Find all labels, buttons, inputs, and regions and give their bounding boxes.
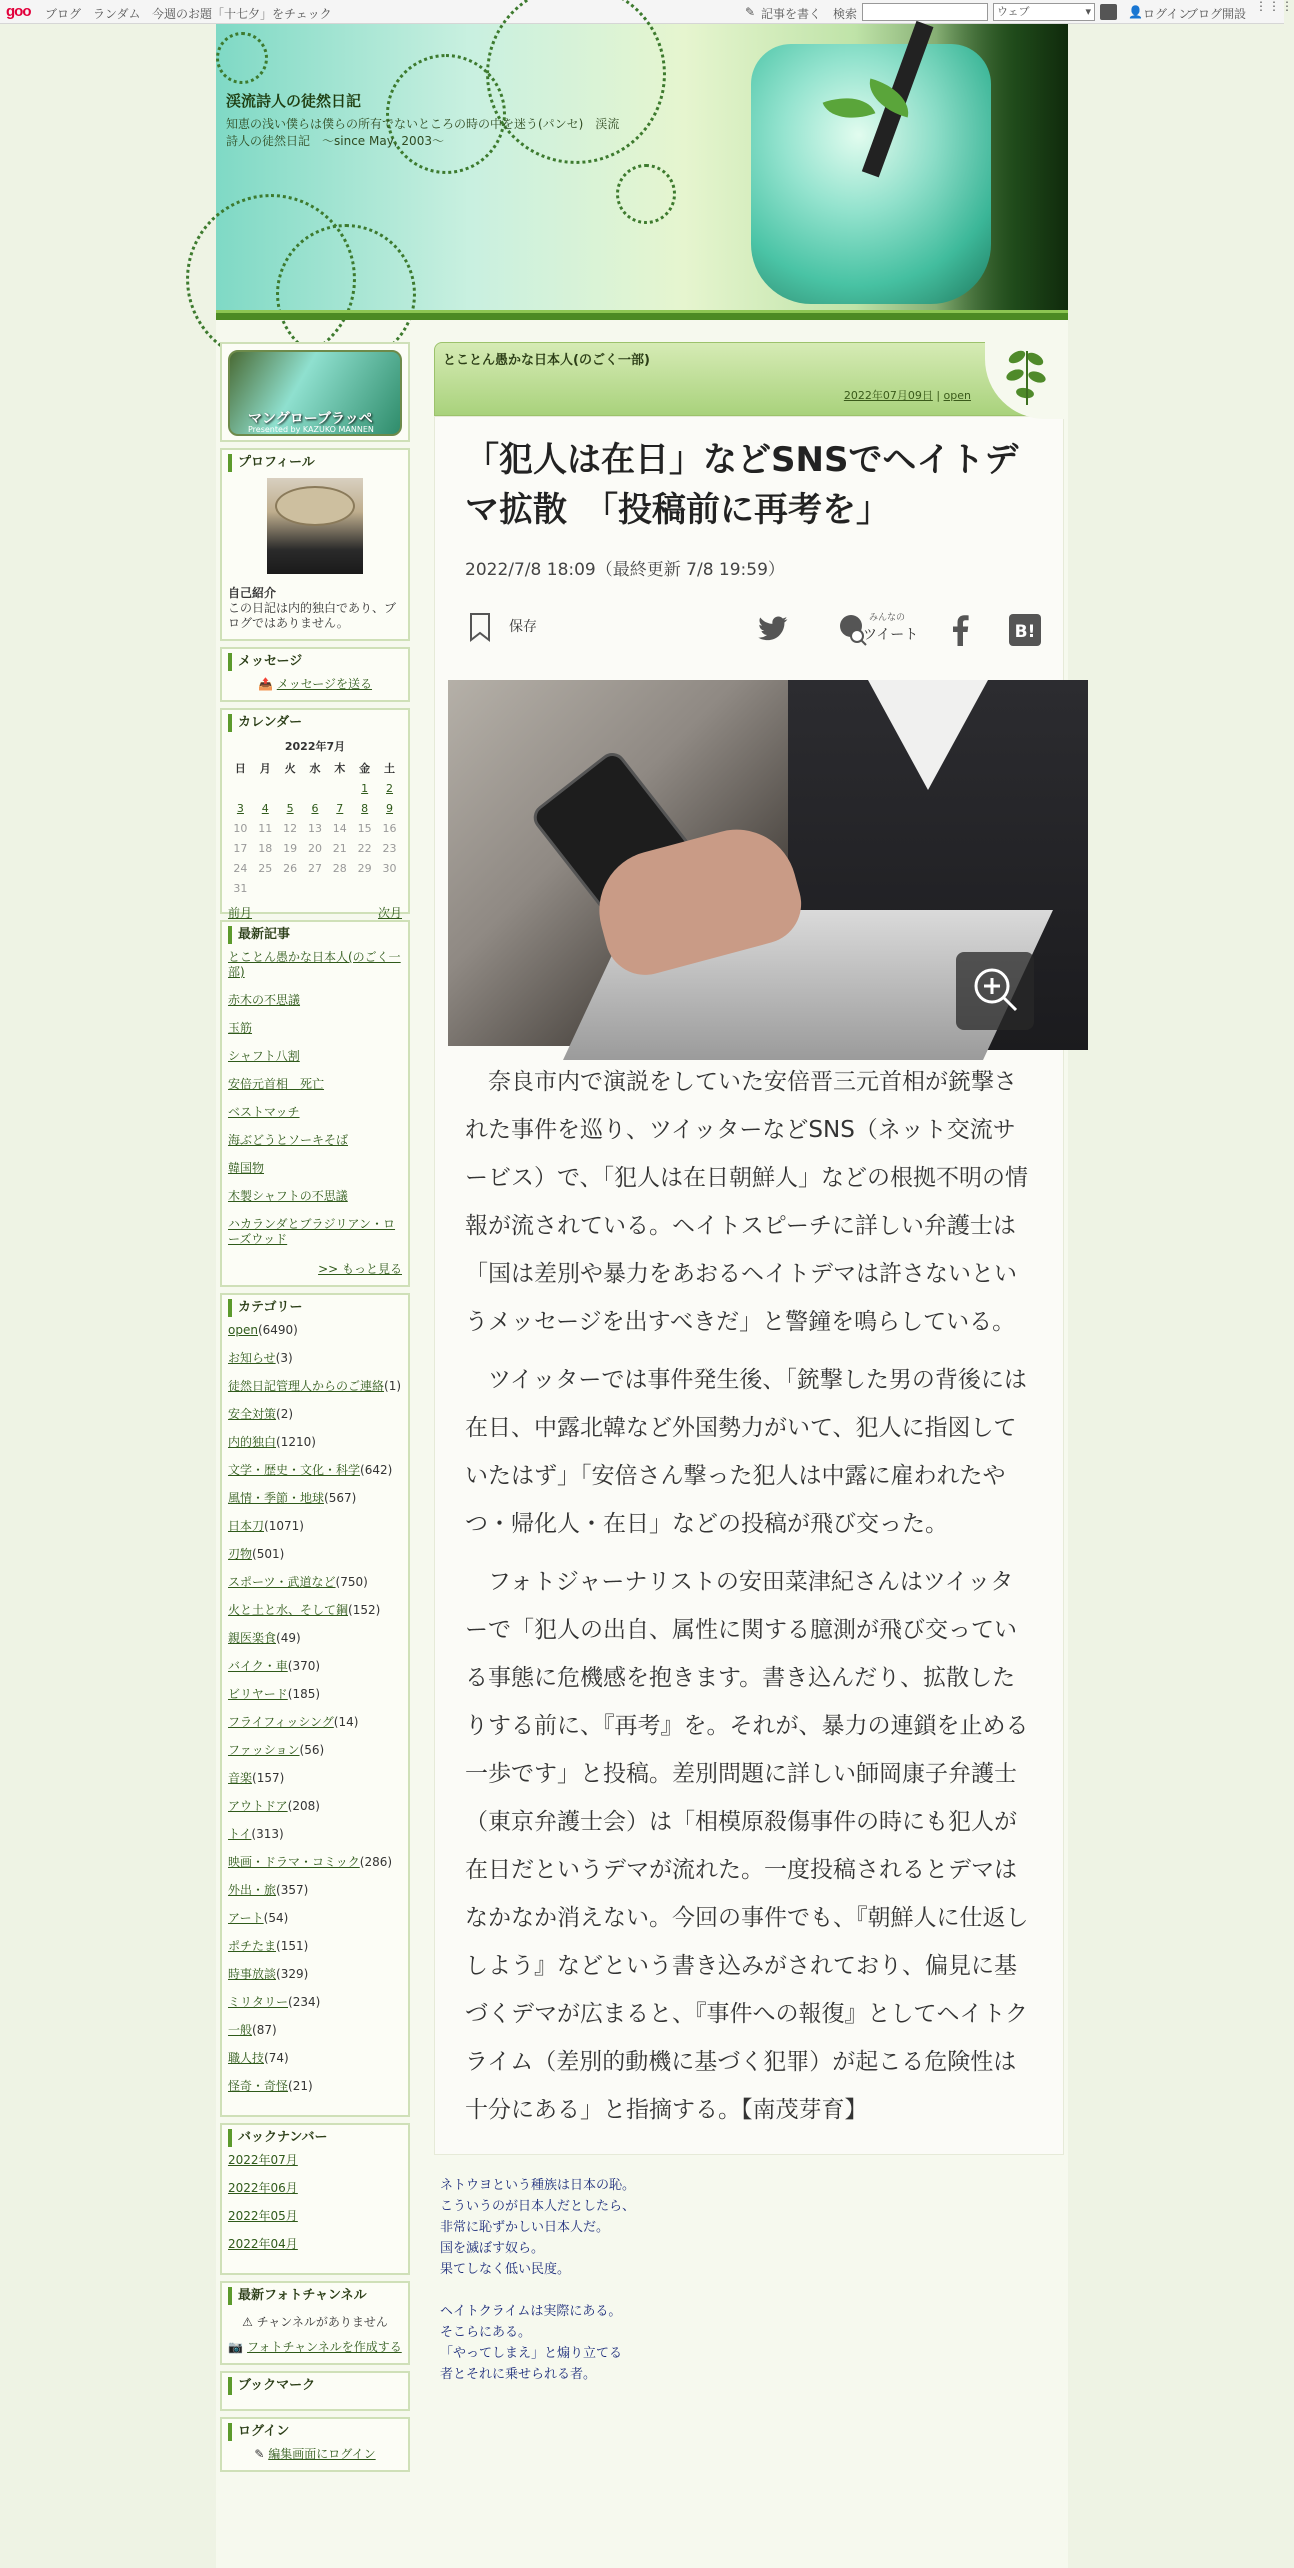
search-button[interactable] <box>1100 4 1117 20</box>
calendar-weekday: 月 <box>259 762 271 775</box>
calendar-day: 22 <box>357 841 372 855</box>
category-item <box>228 1967 402 1982</box>
recent-post-link[interactable]: 玉筋 <box>228 1021 253 1035</box>
blog-description: 知恵の浅い僕らは僕らの所有でないところの時の中を迷う(パンセ) 渓流詩人の徒然日記 ～since May, 2003～ <box>226 117 620 148</box>
share-toolbar <box>465 610 1036 650</box>
backnumber-item <box>228 2209 402 2224</box>
camera-icon: 📷 <box>228 2340 244 2354</box>
calendar-day: 10 <box>233 821 248 835</box>
calendar-prev-link[interactable]: 前月 <box>228 906 253 920</box>
recent-post-link[interactable]: 赤木の不思議 <box>228 993 301 1007</box>
category-count: (501) <box>252 1547 285 1561</box>
category-item <box>228 1911 402 1926</box>
category-link[interactable]: お知らせ <box>228 1351 276 1365</box>
search-scope-select[interactable] <box>993 3 1095 21</box>
category-link[interactable]: open <box>228 1323 258 1337</box>
author-comment <box>434 2155 1064 2405</box>
category-item <box>228 1519 402 1534</box>
category-count: (152) <box>348 1603 381 1617</box>
calendar-day: 14 <box>332 821 347 835</box>
backnumber-link[interactable]: 2022年07月 <box>228 2153 298 2167</box>
comment-line: 非常に恥ずかしい日本人だ。 <box>440 2220 610 2235</box>
banner-box <box>220 342 410 442</box>
article-title: 「犯人は在日」などSNSでヘイトデマ拡散 「投稿前に再考を」 <box>465 440 1019 530</box>
banner-credit: Presented by KAZUKO MANNEN <box>248 425 374 434</box>
category-count: (329) <box>276 1967 309 1981</box>
recent-post-item <box>228 1077 402 1092</box>
topbar-link-random[interactable]: ランダム <box>93 7 141 21</box>
bookmark-icon[interactable] <box>469 612 491 642</box>
login-link[interactable]: ログイン <box>1143 7 1191 21</box>
category-link[interactable]: 外出・旅 <box>228 1883 277 1897</box>
category-item <box>228 1351 402 1366</box>
intro-label: 自己紹介 <box>228 586 277 600</box>
category-link[interactable]: 音楽 <box>228 1771 253 1785</box>
login-heading: ログイン <box>228 2423 402 2441</box>
comment-line: ヘイトクライムは実際にある。 <box>440 2304 622 2319</box>
profile-box <box>220 448 410 641</box>
recent-list <box>228 950 402 1247</box>
category-item <box>228 1491 402 1506</box>
category-count: (151) <box>276 1939 309 1953</box>
pencil-icon: ✎ <box>745 5 756 19</box>
calendar-month: 2022年7月 <box>284 740 346 753</box>
recent-post-item <box>228 1105 402 1120</box>
calendar-day[interactable]: 7 <box>336 801 344 815</box>
category-item <box>228 1463 402 1478</box>
comment-line: 国を滅ぼす奴ら。 <box>440 2241 545 2256</box>
backnumber-link[interactable]: 2022年06月 <box>228 2181 298 2195</box>
category-link[interactable]: 文学・歴史・文化・科学 <box>228 1463 361 1477</box>
category-count: (750) <box>335 1575 368 1589</box>
category-count: (54) <box>263 1911 289 1925</box>
save-label[interactable]: 保存 <box>509 619 537 635</box>
category-link[interactable]: ミリタリー <box>228 1995 289 2009</box>
calendar-day[interactable]: 6 <box>311 801 319 815</box>
category-count: (370) <box>287 1659 321 1673</box>
bookmark-heading: ブックマーク <box>228 2377 402 2395</box>
calendar-day[interactable]: 5 <box>286 801 294 815</box>
category-link[interactable]: 一般 <box>228 2023 253 2037</box>
category-link[interactable]: 風情・季節・地球 <box>228 1491 325 1505</box>
create-channel-link[interactable]: フォトチャンネルを作成する <box>247 2340 402 2354</box>
category-item <box>228 1883 402 1898</box>
backnumber-box <box>220 2123 410 2275</box>
category-link[interactable]: 火と土と水、そして鋼 <box>228 1603 349 1617</box>
calendar-day[interactable]: 2 <box>386 781 394 795</box>
calendar-day <box>278 778 303 798</box>
calendar-weekday: 水 <box>309 762 321 775</box>
calendar-weekday: 金 <box>359 762 371 775</box>
article-photo <box>448 680 1052 1046</box>
backnumber-link[interactable]: 2022年05月 <box>228 2209 298 2223</box>
search-label: 検索 <box>833 7 858 21</box>
write-article-link[interactable]: 記事を書く <box>761 7 822 21</box>
send-message-link[interactable]: メッセージを送る <box>276 677 373 691</box>
post-header <box>434 342 1064 416</box>
category-link[interactable]: 内的独白 <box>228 1435 277 1449</box>
category-link[interactable]: スポーツ・武道など <box>228 1575 336 1589</box>
recent-post-link[interactable]: シャフト八割 <box>228 1049 300 1063</box>
avatar[interactable] <box>267 478 363 574</box>
recent-post-link[interactable]: 海ぶどうとソーキそば <box>228 1133 349 1147</box>
recent-post-link[interactable]: 木製シャフトの不思議 <box>228 1189 348 1203</box>
category-item <box>228 1603 402 1618</box>
calendar-day: 19 <box>283 841 298 855</box>
backnumber-item <box>228 2153 402 2168</box>
calendar-day[interactable]: 8 <box>361 801 369 815</box>
category-box <box>220 1293 410 2117</box>
search-input[interactable] <box>862 3 988 21</box>
calendar-weekday: 日 <box>234 762 246 775</box>
hat-icon <box>275 486 355 526</box>
comment-line: こういうのが日本人だとしたら、 <box>440 2199 636 2214</box>
lace-decoration <box>216 32 268 84</box>
category-count: (56) <box>299 1743 325 1757</box>
post-meta: 2022年07月09日 | open <box>843 389 971 402</box>
calendar-day <box>228 778 253 798</box>
category-item <box>228 2023 402 2038</box>
login-box <box>220 2417 410 2472</box>
category-item <box>228 1407 402 1422</box>
topbar-link-blog[interactable]: ブログ <box>45 7 82 21</box>
calendar-heading: カレンダー <box>228 714 402 732</box>
category-link[interactable]: 安全対策 <box>228 1407 277 1421</box>
article-paragraph: ツイッターでは事件発生後、「銃撃した男の背後には在日、中露北韓など外国勢力がいて、犯人に指図していたはず」「安倍さん撃った犯人は中露に雇われたやつ・帰化人・在日」などの投稿が飛び交った。 <box>465 1367 1027 1537</box>
comment-line: 果てしなく低い民度。 <box>440 2262 571 2277</box>
calendar-day <box>327 878 352 898</box>
category-item <box>228 1743 402 1758</box>
category-count: (1) <box>384 1379 402 1393</box>
tweet-label[interactable]: ツイート <box>863 627 919 643</box>
calendar-day: 13 <box>307 821 322 835</box>
post-title[interactable]: とことん愚かな日本人(のごく一部) <box>443 353 650 368</box>
category-item <box>228 1435 402 1450</box>
recent-post-link[interactable]: ハカランダとブラジリアン・ローズウッド <box>228 1217 396 1246</box>
zoom-button[interactable] <box>956 952 1034 1030</box>
recent-post-item <box>228 1021 402 1036</box>
goo-logo[interactable]: goo <box>6 3 31 20</box>
calendar-day <box>303 778 328 798</box>
category-heading: カテゴリー <box>228 1299 402 1317</box>
category-count: (567) <box>324 1491 357 1505</box>
recent-post-link[interactable]: 安倍元首相 死亡 <box>228 1077 325 1091</box>
leaf-sprig-icon <box>1003 347 1053 407</box>
category-count: (49) <box>276 1631 301 1645</box>
message-box <box>220 647 410 702</box>
calendar-box <box>220 708 410 920</box>
calendar-day[interactable]: 9 <box>386 801 394 815</box>
category-count: (234) <box>288 1995 321 2009</box>
backnumber-heading: バックナンバー <box>228 2129 402 2147</box>
more-posts-link[interactable]: >> もっと見る <box>318 1262 402 1276</box>
main-column <box>434 342 1064 2405</box>
calendar-day: 21 <box>332 841 347 855</box>
quoted-article <box>434 416 1064 2155</box>
edit-login-link[interactable]: 編集画面にログイン <box>268 2447 376 2461</box>
post-date-link[interactable]: 2022年07月09日 <box>843 389 933 402</box>
article-body <box>465 1058 1033 2134</box>
calendar-day: 11 <box>258 821 273 835</box>
recent-posts-box <box>220 920 410 1287</box>
grid-menu-icon[interactable]: ⋮⋮⋮ <box>1255 0 1294 13</box>
calendar-day: 20 <box>307 841 322 855</box>
category-link[interactable]: 映画・ドラマ・コミック <box>228 1855 360 1869</box>
category-link[interactable]: アウトドア <box>228 1799 288 1813</box>
category-count: (3) <box>275 1351 293 1365</box>
calendar-day: 25 <box>258 861 273 875</box>
category-count: (313) <box>251 1827 284 1841</box>
header-divider <box>216 310 1068 320</box>
calendar-day: 26 <box>283 861 298 875</box>
message-heading: メッセージ <box>228 653 402 671</box>
calendar-day: 28 <box>332 861 347 875</box>
category-link[interactable]: 職人技 <box>228 2051 265 2065</box>
category-count: (642) <box>360 1463 393 1477</box>
template-banner[interactable] <box>228 350 402 436</box>
category-item <box>228 1323 402 1338</box>
category-item <box>228 1715 402 1730</box>
category-count: (87) <box>252 2023 277 2037</box>
bookmark-box <box>220 2371 410 2411</box>
category-item <box>228 1547 402 1562</box>
blog-title[interactable]: 渓流詩人の徒然日記 <box>226 92 362 110</box>
category-count: (185) <box>287 1687 321 1701</box>
facebook-icon[interactable] <box>951 614 969 646</box>
category-count: (14) <box>333 1715 359 1729</box>
category-link[interactable]: フライフィッシング <box>228 1715 334 1729</box>
comment-line: 「やってしまえ」と煽り立てる <box>440 2346 623 2361</box>
calendar-weekday: 火 <box>284 762 296 775</box>
calendar-day: 18 <box>258 841 273 855</box>
category-item <box>228 1379 402 1394</box>
recent-post-item <box>228 1217 402 1247</box>
category-link[interactable]: 親医楽食 <box>228 1631 277 1645</box>
calendar-day <box>253 778 278 798</box>
category-count: (357) <box>276 1883 309 1897</box>
category-count: (1071) <box>264 1519 304 1533</box>
recent-post-item <box>228 1161 402 1176</box>
profile-heading: プロフィール <box>228 454 402 472</box>
envelope-icon: 📤 <box>257 677 273 691</box>
comment-line: そこらにある。 <box>440 2325 532 2340</box>
category-link[interactable]: アート <box>228 1911 264 1925</box>
recent-heading: 最新記事 <box>228 926 402 944</box>
recent-post-link[interactable]: 韓国物 <box>228 1161 265 1175</box>
category-link[interactable]: 刃物 <box>228 1547 253 1561</box>
blog-page <box>216 24 1068 2568</box>
calendar-day: 15 <box>357 821 372 835</box>
category-count: (2) <box>276 1407 294 1421</box>
comment-line: ネトウヨという種族は日本の恥。 <box>440 2178 636 2193</box>
calendar-day: 29 <box>357 861 372 875</box>
blog-header <box>216 24 1068 310</box>
photo-heading: 最新フォトチャンネル <box>228 2287 402 2305</box>
calendar-day <box>253 878 278 898</box>
backnumber-item <box>228 2181 402 2196</box>
category-count: (6490) <box>257 1323 298 1337</box>
category-count: (74) <box>264 2051 289 2065</box>
recent-post-link[interactable]: ベストマッチ <box>228 1105 300 1119</box>
twitter-icon[interactable] <box>757 616 789 642</box>
photo-channel-box <box>220 2281 410 2365</box>
category-link[interactable]: 日本刀 <box>228 1519 265 1533</box>
category-item <box>228 1799 402 1814</box>
comment-line: 者とそれに乗せられる者。 <box>440 2367 597 2382</box>
category-link[interactable]: バイク・車 <box>228 1659 288 1673</box>
calendar-day <box>352 878 377 898</box>
category-link[interactable]: 怪奇・奇怪 <box>228 2079 289 2093</box>
article-paragraph: 奈良市内で演説をしていた安倍晋三元首相が銃撃された事件を巡り、ツイッターなどSNS（ネット交流サービス）で、「犯人は在日朝鮮人」などの根拠不明の情報が流されている。ヘイトスピーチに詳しい弁護士は「国は差別や暴力をあおるヘイトデマは許さないというメッセージを出すべきだ」と警鐘を鳴らしている。 <box>465 1069 1029 1335</box>
backnumber-list <box>228 2153 402 2252</box>
category-link[interactable]: 時事放談 <box>228 1967 277 1981</box>
calendar-day[interactable]: 4 <box>261 801 269 815</box>
calendar-day <box>278 878 303 898</box>
recent-post-item <box>228 1189 402 1204</box>
category-item <box>228 1659 402 1674</box>
tweet-small-label: みんなの <box>869 613 906 623</box>
category-item <box>228 1939 402 1954</box>
user-icon: 👤 <box>1128 5 1143 19</box>
category-item <box>228 1827 402 1842</box>
svg-text:B!: B! <box>1014 622 1036 642</box>
category-count: (1210) <box>276 1435 316 1449</box>
calendar-next-link[interactable]: 次月 <box>377 906 402 920</box>
open-blog-link[interactable]: ブログ開設 <box>1186 7 1247 21</box>
category-item <box>228 1995 402 2010</box>
calendar-day <box>303 878 328 898</box>
zoom-in-icon <box>956 952 1034 1030</box>
post-category-link[interactable]: open <box>943 389 971 402</box>
lace-decoration <box>616 164 676 224</box>
calendar-day: 12 <box>283 821 298 835</box>
recent-post-item <box>228 1049 402 1064</box>
calendar-day[interactable]: 1 <box>361 781 369 795</box>
recent-post-item <box>228 1133 402 1148</box>
recent-post-link[interactable]: とことん愚かな日本人(のごく一部) <box>228 950 401 979</box>
category-item <box>228 1855 402 1870</box>
category-link[interactable]: トイ <box>228 1827 252 1841</box>
category-link[interactable]: ポチたま <box>228 1939 277 1953</box>
category-link[interactable]: ビリヤード <box>228 1687 288 1701</box>
sidebar <box>220 342 410 2478</box>
banner-title: マングローブラッペ <box>248 411 373 427</box>
calendar-grid <box>228 758 402 898</box>
chevron-down-icon: ▾ <box>1085 5 1091 18</box>
category-item <box>228 1771 402 1786</box>
category-item <box>228 2051 402 2066</box>
recent-post-item <box>228 993 402 1008</box>
calendar-day: 23 <box>382 841 397 855</box>
calendar-day: 27 <box>307 861 322 875</box>
intro-text: この日記は内的独白であり、ブログではありません。 <box>228 601 397 630</box>
category-link[interactable]: 徒然日記管理人からのご連絡 <box>228 1379 385 1393</box>
category-count: (286) <box>359 1855 393 1869</box>
category-item <box>228 1575 402 1590</box>
category-link[interactable]: ファッション <box>228 1743 300 1757</box>
no-channel-text: チャンネルがありません <box>256 2315 388 2329</box>
category-list <box>228 1323 402 2094</box>
category-item <box>228 1687 402 1702</box>
calendar-day: 16 <box>382 821 397 835</box>
pencil-icon: ✎ <box>254 2447 265 2461</box>
hatena-bookmark-icon[interactable] <box>1009 614 1041 646</box>
article-date: 2022/7/8 18:09（最終更新 7/8 19:59） <box>465 560 785 580</box>
category-count: (21) <box>288 2079 313 2093</box>
category-count: (157) <box>252 1771 285 1785</box>
calendar-day: 30 <box>382 861 397 875</box>
topbar-link-theme[interactable]: 今週のお題「十七夕」をチェック <box>152 7 332 21</box>
search-scope-value: ウェブ <box>997 5 1030 18</box>
calendar-day: 17 <box>233 841 248 855</box>
category-item <box>228 2079 402 2094</box>
calendar-weekday: 木 <box>334 762 346 775</box>
calendar-day: 31 <box>233 881 248 895</box>
calendar-day <box>327 778 352 798</box>
calendar-weekday: 土 <box>384 762 396 775</box>
backnumber-item <box>228 2237 402 2252</box>
calendar-day[interactable]: 3 <box>236 801 244 815</box>
article-paragraph: フォトジャーナリストの安田菜津紀さんはツイッターで「犯人の出自、属性に関する臆測が飛び交っている事態に危機感を抱きます。書き込んだり、拡散したりする前に、『再考』を。それが、暴力の連鎖を止める一歩です」と投稿。差別問題に詳しい師岡康子弁護士（東京弁護士会）は「相模原殺傷事件の時にも犯人が在日だというデマが流れた。一度投稿されるとデマはなかなか消えない。今回の事件でも、『朝鮮人に仕返ししよう』などという書き込みがされており、偏見に基づくデマが広まると、『事件への報復』としてヘイトクライム（差別的動機に基づく犯罪）が起こる危険性は十分にある」と指摘する。【南茂芽育】 <box>465 1569 1029 2123</box>
comment-line <box>440 2280 1058 2301</box>
recent-post-item <box>228 950 402 980</box>
category-count: (208) <box>287 1799 320 1813</box>
calendar-day: 24 <box>233 861 248 875</box>
warning-icon: ⚠ <box>242 2315 253 2329</box>
category-item <box>228 1631 402 1646</box>
calendar-day <box>377 878 402 898</box>
backnumber-link[interactable]: 2022年04月 <box>228 2237 298 2251</box>
